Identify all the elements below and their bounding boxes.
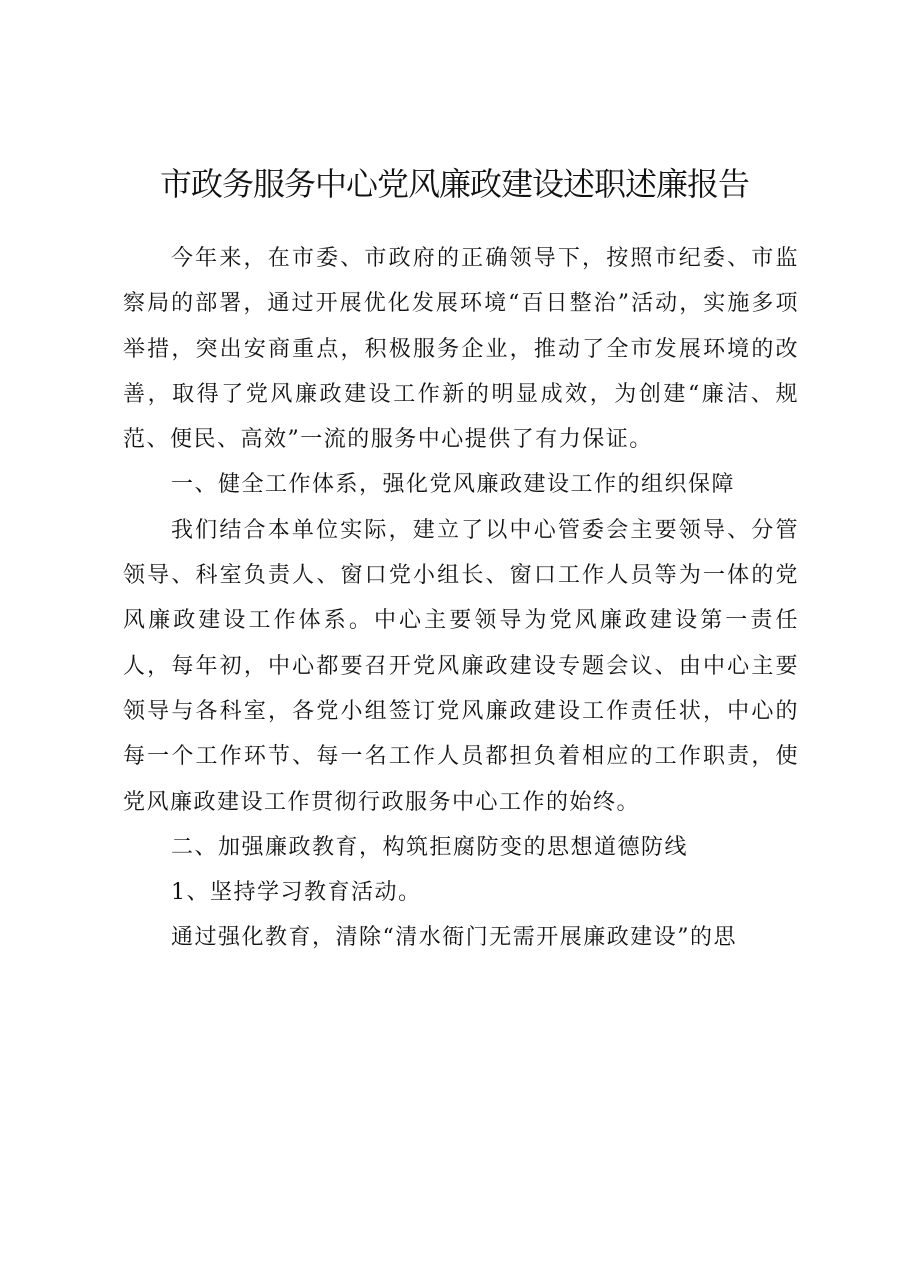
intro-paragraph: 今年来，在市委、市政府的正确领导下，按照市纪委、市监察局的部署，通过开展优化发展环境“百日整治”活动，实施多项举措，突出安商重点，积极服务企业，推动了全市发展环境的改善，取得了党风廉政建设工作新的明显成效，为创建“廉洁、规范、便民、高效”一流的服务中心提供了有力保证。 — [123, 246, 799, 453]
document-body — [123, 236, 799, 961]
section-2-heading: 二、加强廉政教育，构筑拒腐防变的思想道德防线 — [171, 834, 689, 860]
section-1-paragraph: 我们结合本单位实际，建立了以中心管委会主要领导、分管领导、科室负责人、窗口党小组长、窗口工作人员等为一体的党风廉政建设工作体系。中心主要领导为党风廉政建设第一责任人，每年初，中心都要召开党风廉政建设专题会议、由中心主要领导与各科室，各党小组签订党风廉政建设工作责任状，中心的每一个工作环节、每一名工作人员都担负着相应的工作职责，使党风廉政建设工作贯彻行政服务中心工作的始终。 — [123, 517, 799, 815]
section-1-heading: 一、健全工作体系，强化党风廉政建设工作的组织保障 — [171, 472, 736, 498]
section-2-subheading-1: 1、坚持学习教育活动。 — [171, 880, 422, 906]
section-2-paragraph: 通过强化教育，清除“清水衙门无需开展廉政建设”的思 — [171, 925, 737, 951]
document-title: 市政务服务中心党风廉政建设述职述廉报告 — [159, 165, 749, 203]
